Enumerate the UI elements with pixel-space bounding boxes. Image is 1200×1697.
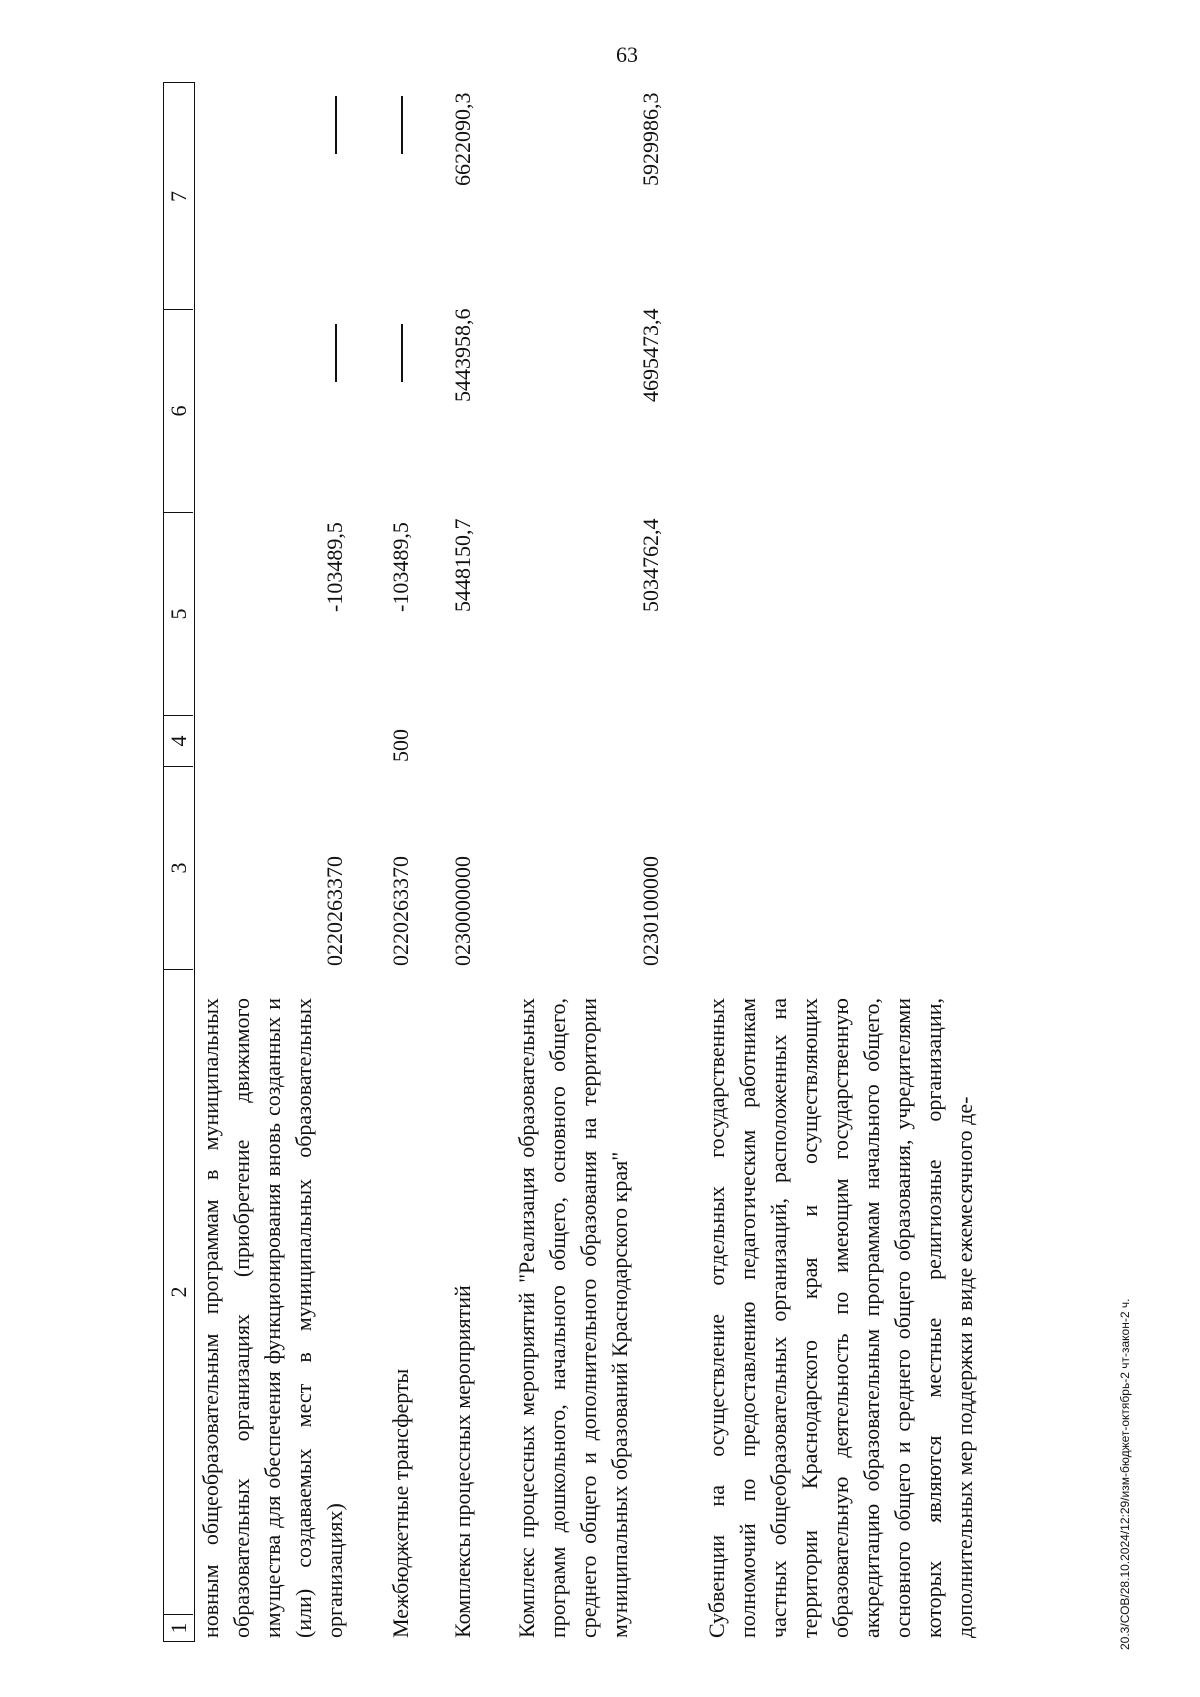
row-3-col7: 6622090,3 <box>450 92 475 186</box>
row-4-code: 0230100000 <box>638 856 663 966</box>
header-col-1: 1 <box>166 1622 191 1634</box>
header-col-4: 4 <box>164 716 193 767</box>
header-col-5: 5 <box>164 513 193 716</box>
row-1-col5: -103489,5 <box>322 522 347 612</box>
row-2-col7-dash <box>401 96 403 154</box>
row-2-col5: -103489,5 <box>388 522 413 612</box>
row-2-type: 500 <box>388 729 413 762</box>
row-2-description: Межбюджетные трансферты <box>388 1368 413 1638</box>
row-3-col6: 5443958,6 <box>450 308 475 402</box>
row-4-col6: 4695473,4 <box>638 308 663 402</box>
header-col-7: 7 <box>164 84 193 310</box>
row-3-code: 0230000000 <box>450 856 475 966</box>
row-5-description: Субвенции на осуществление отдельных государственных полномочий по предоставлению педагогическим работникам частных общеобразовательных организаций, расположенных на территории Краснодарского края и осуществляющих образовательную деятельность по имеющим государственную аккредитацию образовательным программам начального общего, основного общего и среднего общего образования, учредителями которых являются местные религиозные организации, дополнительных мер поддержки в виде ежемесячного де- <box>704 998 977 1638</box>
document-footer-stamp: 20.3/СОВ/28.10.2024/12:29/изм-бюджет-октябрь-2 чт-закон-2 ч. <box>1118 1298 1132 1650</box>
header-col-6: 6 <box>164 310 193 513</box>
row-4-col5: 5034762,4 <box>638 518 663 612</box>
row-4-description: Комплекс процессных мероприятий "Реализация образовательных программ дошкольного, начального общего, основного общего, среднего общего и дополнительного образования на территории муниципальных образований Краснодарского края" <box>514 998 632 1638</box>
header-col-3: 3 <box>164 767 193 970</box>
table-header-row <box>163 82 195 1642</box>
row-3-description: Комплексы процессных мероприятий <box>450 1285 475 1638</box>
budget-table <box>163 82 1063 1642</box>
row-3-col5: 5448150,7 <box>450 518 475 612</box>
row-1-col6-dash <box>335 324 337 382</box>
row-1-col7-dash <box>335 96 337 154</box>
row-4-col7: 5929986,3 <box>638 92 663 186</box>
row-1-code: 0220263370 <box>322 856 347 966</box>
row-2-col6-dash <box>401 324 403 382</box>
row-2-code: 0220263370 <box>388 856 413 966</box>
row-1-description: новным общеобразовательным программам в муниципальных образовательных организациях (приобретение движимого имущества для обеспечения функционирования вновь созданных и (или) создаваемых мест в муниципальных образовательных организациях) <box>198 998 347 1638</box>
page-number: 63 <box>616 42 638 67</box>
header-col-2: 2 <box>164 970 193 1615</box>
